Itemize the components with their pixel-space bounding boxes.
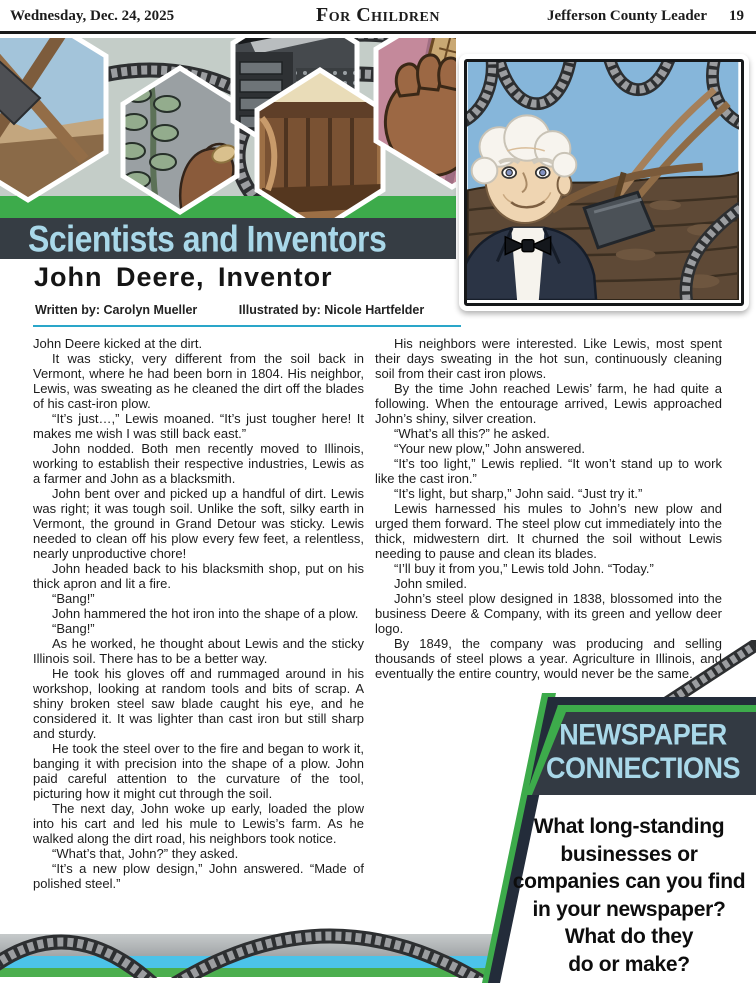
question-line: in your newspaper? [532, 897, 726, 921]
header-rule [0, 31, 756, 34]
paragraph: John smiled. [394, 576, 467, 591]
paragraph: John nodded. Both men recently moved to Illinois, working to establish their respective industries, Lewis as a farmer and John as a blacksmith. [33, 441, 364, 486]
paragraph: As he worked, he thought about Lewis and the sticky Illinois soil. There has to be a better way. [33, 636, 364, 666]
paragraph: By 1849, the company was producing and selling thousands of steel plows a year. Agriculture in Illinois, and eventually the entire country, would never be the same. [375, 636, 722, 681]
connections-title [534, 719, 752, 786]
paragraph: “Bang!” [52, 591, 95, 606]
paragraph: The next day, John woke up early, loaded the plow into his cart and led his mule to Lewis’s farm. As he walked along the dirt road, his neighbors took notice. [33, 801, 364, 846]
paragraph: It was sticky, very different from the soil back in Vermont, where he had been born in 1804. His neighbor, Lewis, was sweating as he cleaned the dirt off the blades of his cast-iron plow. [33, 351, 364, 411]
series-title: Scientists and Inventors [28, 217, 387, 260]
paragraph: “Bang!” [52, 621, 95, 636]
article-illustration-frame [459, 54, 749, 311]
paper-name-block [547, 8, 744, 25]
paragraph: “What’s all this?” he asked. [394, 426, 550, 441]
byline-written: Written by: Carolyn Mueller [35, 303, 198, 317]
paragraph: “Your new plow,” John answered. [394, 441, 586, 456]
paragraph: John’s steel plow designed in 1838, blossomed into the business Deere & Company, with its green and yellow deer logo. [375, 591, 722, 636]
article-title: John Deere, Inventor [34, 262, 333, 292]
paragraph: Lewis harnessed his mules to John’s new plow and urged them forward. The steel plow cut immediately into the thick, midwestern dirt. It churned the soil without Lewis needing to pause and clean its blades. [375, 501, 722, 561]
byline [35, 303, 424, 317]
connections-title-line: CONNECTIONS [545, 752, 740, 785]
paragraph: He took his gloves off and rummaged around in his workshop, looking at random tools and bits of scrap. A shiny broken steel saw blade caught his eye, and he considered it. It was lighter than cast iron but still sharp and sturdy. [33, 666, 364, 741]
paragraph: “It’s light, but sharp,” John said. “Just try it.” [394, 486, 643, 501]
question-line: companies can you find [512, 870, 746, 893]
paragraph: He took the steel over to the fire and began to work it, banging it with precision into the shape of a plow. John paid careful attention to the curvature of the tool, picturing how it might cut through the soil. [33, 741, 364, 801]
paragraph: John bent over and picked up a handful of dirt. Lewis was right; it was tough soil. Unlike the soft, silky earth in Vermont, the ground in Grand Detour was sticky. Lewis needed to clean off his plow every few feet, a relentless, nearly unproductive chore! [33, 486, 364, 561]
cyan-divider-rule [33, 325, 461, 327]
question-line: do or make? [568, 952, 690, 976]
paragraph: “It’s a new plow design,” John answered. “Made of polished steel.” [33, 861, 364, 891]
paragraph: “What’s that, John?” they asked. [52, 846, 239, 861]
series-banner [0, 218, 456, 259]
question-line: What long-standing [533, 815, 725, 838]
byline-illustrated: Illustrated by: Nicole Hartfelder [238, 303, 425, 317]
article-column-1 [33, 336, 364, 891]
bow-tie [505, 237, 550, 255]
paragraph: By the time John reached Lewis’ farm, he had quite a following. When the entourage arrived, Lewis approached John’s shiny, silver creation. [375, 381, 722, 426]
question-line: businesses or [560, 842, 698, 866]
page-number: 19 [729, 8, 744, 24]
paragraph: John hammered the hot iron into the shape of a plow. [52, 606, 359, 621]
newspaper-connections-box [478, 691, 756, 983]
question-line: What do they [564, 925, 694, 948]
article-column-2 [375, 336, 722, 681]
paragraph: His neighbors were interested. Like Lewis, most spent their days sweating in the hot sun, continuously cleaning soil from their cast iron plows. [375, 336, 722, 381]
paragraph: “It’s just…,” Lewis moaned. “It’s just tougher here! It makes me wish I was still back east.” [33, 411, 364, 441]
header-date: Wednesday, Dec. 24, 2025 [10, 8, 175, 24]
paragraph: John Deere kicked at the dirt. [33, 336, 203, 351]
paragraph: “It’s too light,” Lewis replied. “It won’t stand up to work like the cast iron.” [375, 456, 722, 486]
paper-name: Jefferson County Leader [547, 8, 707, 24]
masthead-collage-illustration [0, 38, 456, 218]
paragraph: John headed back to his blacksmith shop, put on his thick apron and lit a fire. [33, 561, 364, 591]
section-title: For Children [315, 4, 440, 26]
john-deere-portrait-illustration [467, 62, 739, 300]
paragraph: “I’ll buy it from you,” Lewis told John. “Today.” [394, 561, 654, 576]
connections-title-line: NEWSPAPER [559, 718, 727, 751]
connections-question [504, 813, 754, 978]
